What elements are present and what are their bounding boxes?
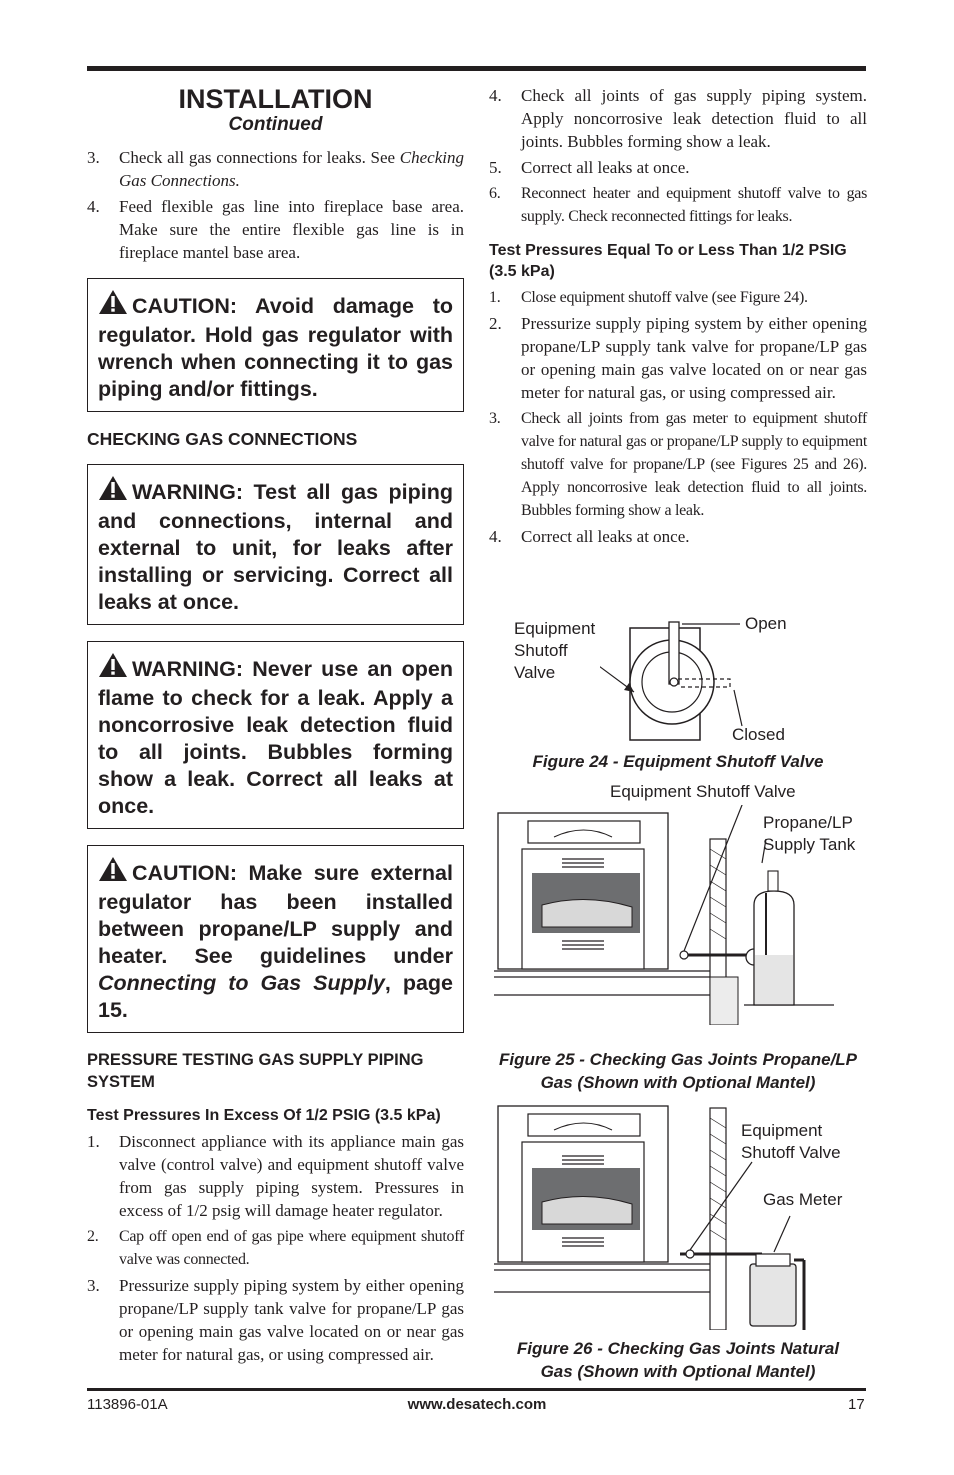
fig26-caption-2: Gas (Shown with Optional Mantel) <box>540 1362 816 1381</box>
step-number: 1. <box>489 289 501 306</box>
list-item <box>87 1274 464 1366</box>
step-text: Check all joints of gas supply piping system. Apply noncorrosive leak detection fluid to all joints. Bubbles forming show a leak. <box>521 86 867 151</box>
step-text: Reconnect heater and equipment shutoff valve to gas supply. Check reconnected fittings for leaks. <box>521 185 867 225</box>
list-item <box>489 312 867 404</box>
fig25-caption-1: Figure 25 - Checking Gas Joints Propane/LP <box>498 1050 858 1069</box>
step-text: Pressurize supply piping system by either opening propane/LP supply tank valve for propane/LP gas or opening main gas valve located on or near gas meter for natural gas, or using compressed air. <box>521 314 867 402</box>
step-text: Close equipment shutoff valve (see Figure 24). <box>521 289 808 306</box>
caution-box-external-regulator <box>87 845 464 1033</box>
fig24-label-equipment: Equipment <box>514 619 596 638</box>
list-item <box>489 525 867 548</box>
step-number: 2. <box>87 1228 99 1245</box>
caution-reference: Connecting to Gas Supply <box>98 971 385 995</box>
list-item <box>87 195 464 264</box>
left-column <box>87 82 464 1369</box>
checking-heading: CHECKING GAS CONNECTIONS <box>87 429 358 449</box>
fig25-label-valve: Equipment Shutoff Valve <box>610 782 796 801</box>
warning-triangle-icon <box>98 289 128 322</box>
warning-box-test <box>87 464 464 625</box>
equal-heading: Test Pressures Equal To or Less Than 1/2 PSIG (3.5 kPa) <box>489 242 847 280</box>
list-item <box>87 146 464 192</box>
section-title: INSTALLATION <box>178 84 373 114</box>
list-item <box>489 182 867 228</box>
fig25-label-tank-1: Propane/LP <box>763 813 853 832</box>
part-number: 113896-01A <box>87 1396 168 1413</box>
fig26-caption-1: Figure 26 - Checking Gas Joints Natural <box>516 1339 840 1358</box>
install-steps <box>87 146 464 264</box>
pressure-heading: PRESSURE TESTING GAS SUPPLY PIPING SYSTEM <box>87 1051 424 1091</box>
fig26-label-meter: Gas Meter <box>763 1190 843 1209</box>
warning-box-flame <box>87 641 464 829</box>
step-number: 4. <box>489 527 502 546</box>
fig24-label-open: Open <box>745 614 787 633</box>
step-text: Check all gas connections for leaks. See <box>119 148 400 167</box>
step-text: Cap off open end of gas pipe where equipment shutoff valve was connected. <box>119 1228 464 1268</box>
step-text: Pressurize supply piping system by either opening propane/LP supply tank valve for propane/LP gas or opening main gas valve located on or near gas meter for natural gas, or using compressed air. <box>119 1276 464 1364</box>
top-rule <box>87 66 866 71</box>
fig25-label-tank-2: Supply Tank <box>763 835 856 854</box>
warning-triangle-icon <box>98 856 128 889</box>
step-text: Check all joints from gas meter to equipment shutoff valve for natural gas or propane/LP supply to equipment shutoff valve for propane/LP (see Figures 25 and 26). Apply noncorrosive leak detection fluid to all joints. Bubbles forming show a leak. <box>521 410 867 519</box>
fig25-caption-2: Gas (Shown with Optional Mantel) <box>540 1073 816 1092</box>
step-text: Correct all leaks at once. <box>521 527 690 546</box>
caution-page-ref: , page 15. <box>98 971 453 1022</box>
step-reference: Checking Gas Connections. <box>119 148 464 190</box>
warning-text: WARNING: Never use an open flame to check for a leak. Apply a noncorrosive leak detection fluid to all joints. Bubbles forming show a leak. Correct all leaks at once. <box>98 657 453 818</box>
fig24-caption: Figure 24 - Equipment Shutoff Valve <box>532 752 824 771</box>
step-number: 2. <box>489 314 502 333</box>
warning-triangle-icon <box>98 652 128 685</box>
fig26-label-equipment: Equipment <box>741 1121 823 1140</box>
step-number: 3. <box>87 1276 100 1295</box>
step-number: 3. <box>87 148 100 167</box>
step-text: Disconnect appliance with its appliance main gas valve (control valve) and equipment shutoff valve from gas supply piping system. Pressures in excess of 1/2 psig will damage heater regulator. <box>119 1132 464 1220</box>
excess-heading: Test Pressures In Excess Of 1/2 PSIG (3.5 kPa) <box>87 1107 441 1124</box>
excess-steps <box>87 1130 464 1366</box>
list-item <box>489 84 867 153</box>
list-item <box>87 1130 464 1222</box>
list-item <box>489 407 867 522</box>
caution-text: CAUTION: Avoid damage to regulator. Hold gas regulator with wrench when connecting it to gas piping and/or fittings. <box>98 294 453 401</box>
caution-text: CAUTION: Make sure external regulator has been installed between propane/LP supply and heater. See guidelines under <box>98 861 453 968</box>
right-column <box>489 84 867 551</box>
step-number: 5. <box>489 158 502 177</box>
fig24-label-shutoff: Shutoff <box>514 641 568 660</box>
list-item <box>489 156 867 179</box>
check-steps <box>489 84 867 228</box>
fig24-label-closed: Closed <box>732 725 785 744</box>
section-subtitle: Continued <box>228 114 323 135</box>
step-number: 4. <box>489 86 502 105</box>
warning-triangle-icon <box>98 475 128 508</box>
step-text: Feed flexible gas line into fireplace base area. Make sure the entire flexible gas line is in fireplace mantel base area. <box>119 197 464 262</box>
list-item <box>87 1225 464 1271</box>
list-item <box>489 286 867 309</box>
bottom-rule <box>87 1388 866 1391</box>
step-number: 3. <box>489 410 501 427</box>
step-number: 6. <box>489 185 501 202</box>
equal-steps <box>489 286 867 548</box>
fig24-label-valve: Valve <box>514 663 556 682</box>
warning-text: WARNING: Test all gas piping and connections, internal and external to unit, for leaks after installing or servicing. Correct all leaks at once. <box>98 480 453 614</box>
step-number: 1. <box>87 1132 100 1151</box>
page-number: 17 <box>848 1396 865 1413</box>
fig26-label-shutoff: Shutoff Valve <box>741 1143 841 1162</box>
website-link[interactable]: www.desatech.com <box>407 1396 547 1413</box>
caution-box-regulator <box>87 278 464 412</box>
step-number: 4. <box>87 197 100 216</box>
step-text: Correct all leaks at once. <box>521 158 690 177</box>
